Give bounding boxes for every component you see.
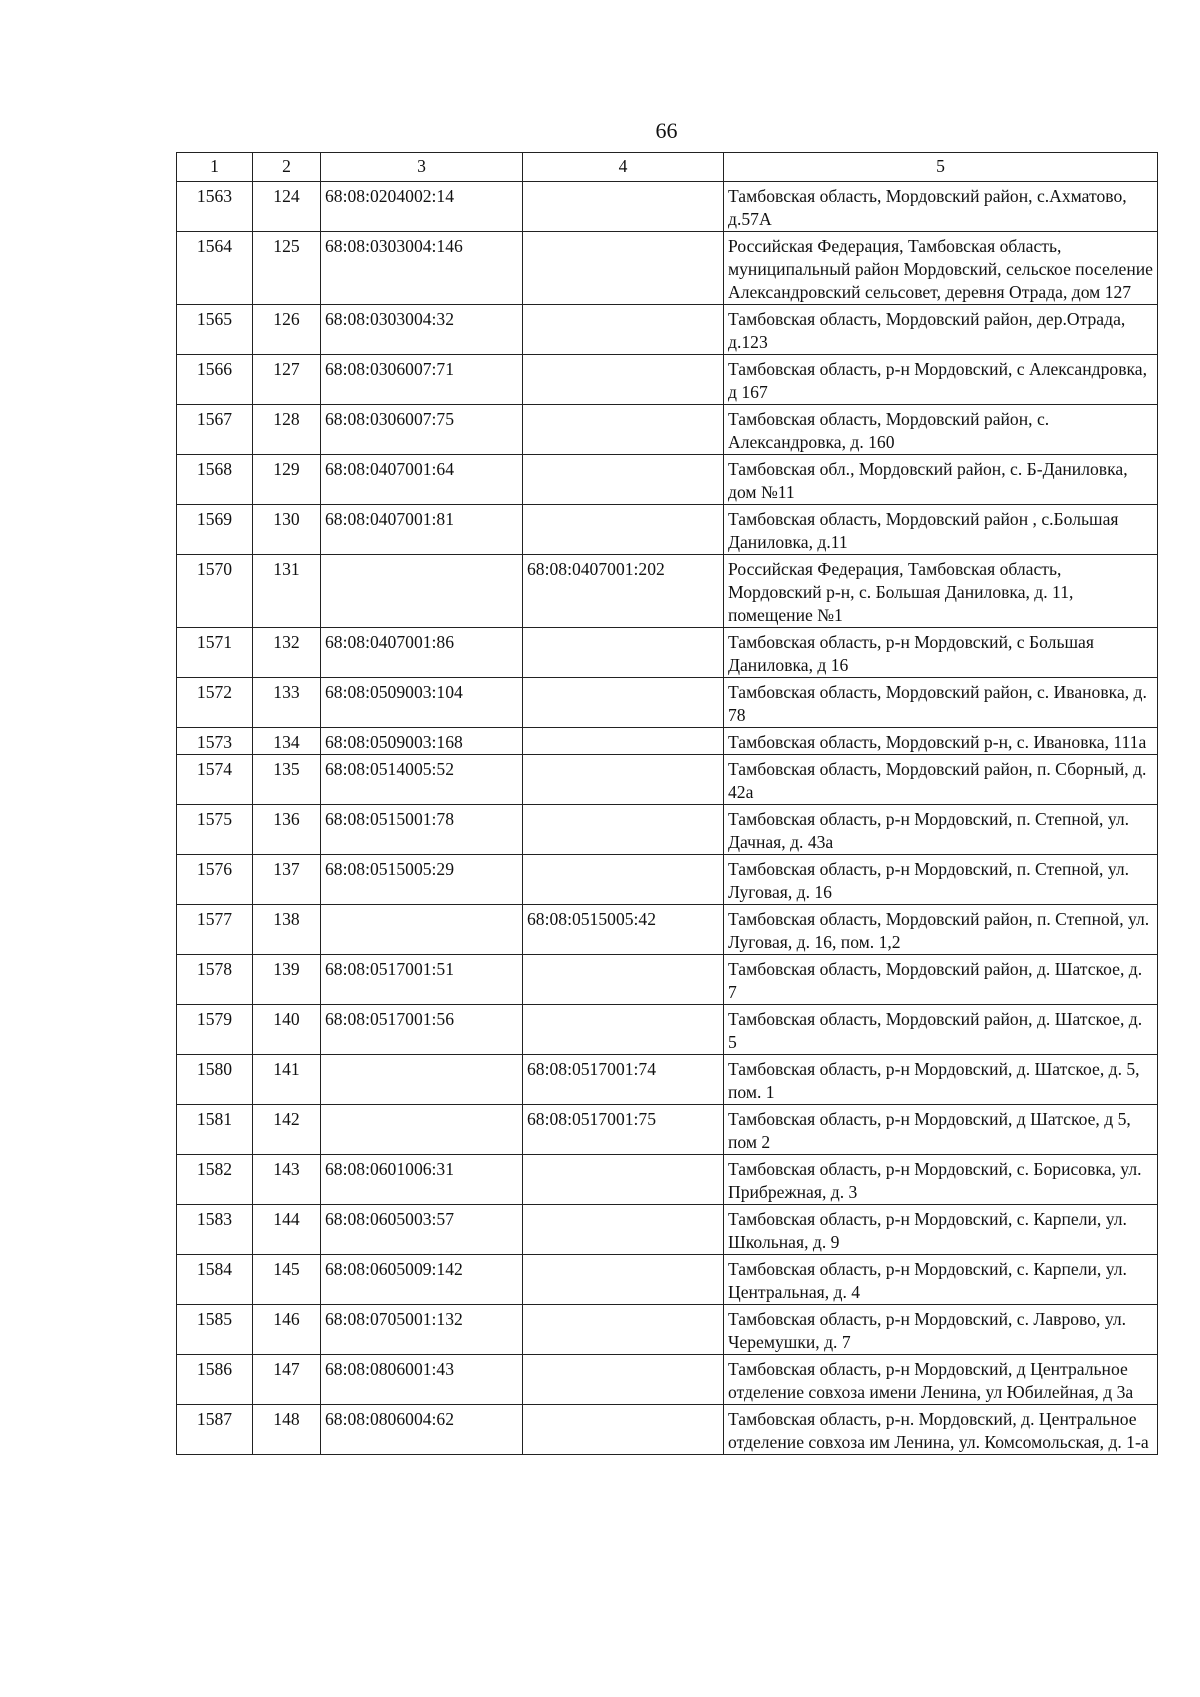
premises-cadastral-number-cell: 68:08:0517001:75 (523, 1105, 724, 1155)
cadastral-number-cell: 68:08:0601006:31 (321, 1155, 523, 1205)
column-header-4: 4 (523, 153, 724, 182)
row-number-cell: 1563 (177, 182, 253, 232)
table-row (177, 355, 1158, 405)
row-number-cell: 1578 (177, 955, 253, 1005)
address-cell: Тамбовская область, р-н Мордовский, с. Борисовка, ул. Прибрежная, д. 3 (724, 1155, 1158, 1205)
row-number-cell: 1568 (177, 455, 253, 505)
premises-cadastral-number-cell (523, 955, 724, 1005)
cadastral-number-cell: 68:08:0515005:29 (321, 855, 523, 905)
cadastral-number-cell: 68:08:0605009:142 (321, 1255, 523, 1305)
address-cell: Тамбовская область, Мордовский район, с. Ивановка, д. 78 (724, 678, 1158, 728)
cadastral-number-cell: 68:08:0806004:62 (321, 1405, 523, 1455)
address-cell: Тамбовская область, р-н Мордовский, д. Шатское, д. 5, пом. 1 (724, 1055, 1158, 1105)
item-number-cell: 127 (253, 355, 321, 405)
address-cell: Российская Федерация, Тамбовская область, муниципальный район Мордовский, сельское поселение Александровский сельсовет, деревня Отрада, дом 127 (724, 232, 1158, 305)
cadastral-number-cell: 68:08:0517001:51 (321, 955, 523, 1005)
cadastral-number-cell: 68:08:0204002:14 (321, 182, 523, 232)
table-row (177, 305, 1158, 355)
cadastral-number-cell (321, 905, 523, 955)
cadastral-number-cell: 68:08:0407001:64 (321, 455, 523, 505)
item-number-cell: 138 (253, 905, 321, 955)
premises-cadastral-number-cell (523, 728, 724, 755)
table-row (177, 455, 1158, 505)
header-row (177, 153, 1158, 182)
premises-cadastral-number-cell (523, 805, 724, 855)
row-number-cell: 1570 (177, 555, 253, 628)
table-row (177, 1205, 1158, 1255)
premises-cadastral-number-cell (523, 755, 724, 805)
table-row (177, 955, 1158, 1005)
premises-cadastral-number-cell (523, 232, 724, 305)
item-number-cell: 146 (253, 1305, 321, 1355)
cadastral-number-cell: 68:08:0306007:75 (321, 405, 523, 455)
cadastral-number-cell: 68:08:0303004:32 (321, 305, 523, 355)
item-number-cell: 144 (253, 1205, 321, 1255)
premises-cadastral-number-cell (523, 1205, 724, 1255)
item-number-cell: 147 (253, 1355, 321, 1405)
cadastral-number-cell: 68:08:0306007:71 (321, 355, 523, 405)
row-number-cell: 1583 (177, 1205, 253, 1255)
table-header (177, 153, 1158, 182)
cadastral-number-cell: 68:08:0303004:146 (321, 232, 523, 305)
address-cell: Тамбовская область, Мордовский район, дер.Отрада, д.123 (724, 305, 1158, 355)
item-number-cell: 133 (253, 678, 321, 728)
row-number-cell: 1567 (177, 405, 253, 455)
table-row (177, 405, 1158, 455)
column-header-1: 1 (177, 153, 253, 182)
table-row (177, 678, 1158, 728)
premises-cadastral-number-cell (523, 628, 724, 678)
premises-cadastral-number-cell (523, 1005, 724, 1055)
item-number-cell: 132 (253, 628, 321, 678)
address-cell: Тамбовская область, р-н Мордовский, п. Степной, ул. Дачная, д. 43а (724, 805, 1158, 855)
address-cell: Тамбовская область, р-н Мордовский, с. Карпели, ул. Центральная, д. 4 (724, 1255, 1158, 1305)
address-cell: Тамбовская область, р-н Мордовский, п. Степной, ул. Луговая, д. 16 (724, 855, 1158, 905)
row-number-cell: 1576 (177, 855, 253, 905)
premises-cadastral-number-cell (523, 405, 724, 455)
row-number-cell: 1584 (177, 1255, 253, 1305)
cadastral-number-cell: 68:08:0509003:104 (321, 678, 523, 728)
cadastral-number-cell (321, 555, 523, 628)
cadastral-number-cell: 68:08:0515001:78 (321, 805, 523, 855)
premises-cadastral-number-cell (523, 1405, 724, 1455)
table-row (177, 1105, 1158, 1155)
item-number-cell: 140 (253, 1005, 321, 1055)
address-cell: Тамбовская область, Мордовский район, п. Сборный, д. 42а (724, 755, 1158, 805)
premises-cadastral-number-cell (523, 855, 724, 905)
address-cell: Тамбовская область, Мордовский район, д. Шатское, д. 7 (724, 955, 1158, 1005)
address-cell: Тамбовская область, Мордовский район, с.Ахматово, д.57А (724, 182, 1158, 232)
row-number-cell: 1575 (177, 805, 253, 855)
item-number-cell: 136 (253, 805, 321, 855)
cadastral-number-cell: 68:08:0806001:43 (321, 1355, 523, 1405)
address-cell: Тамбовская область, р-н Мордовский, с. Лаврово, ул. Черемушки, д. 7 (724, 1305, 1158, 1355)
address-cell: Тамбовская область, р-н Мордовский, с. Карпели, ул. Школьная, д. 9 (724, 1205, 1158, 1255)
item-number-cell: 128 (253, 405, 321, 455)
item-number-cell: 142 (253, 1105, 321, 1155)
table-row (177, 555, 1158, 628)
row-number-cell: 1571 (177, 628, 253, 678)
premises-cadastral-number-cell (523, 305, 724, 355)
row-number-cell: 1581 (177, 1105, 253, 1155)
item-number-cell: 134 (253, 728, 321, 755)
address-cell: Тамбовская область, Мордовский район, с. Александровка, д. 160 (724, 405, 1158, 455)
item-number-cell: 129 (253, 455, 321, 505)
row-number-cell: 1572 (177, 678, 253, 728)
table-row (177, 755, 1158, 805)
premises-cadastral-number-cell (523, 455, 724, 505)
premises-cadastral-number-cell (523, 1355, 724, 1405)
item-number-cell: 131 (253, 555, 321, 628)
column-header-5: 5 (724, 153, 1158, 182)
address-cell: Тамбовская область, Мордовский район , с.Большая Даниловка, д.11 (724, 505, 1158, 555)
cadastral-number-cell (321, 1055, 523, 1105)
table-row (177, 1155, 1158, 1205)
table-row (177, 1005, 1158, 1055)
cadastral-number-cell (321, 1105, 523, 1155)
table-row (177, 1405, 1158, 1455)
premises-cadastral-number-cell: 68:08:0515005:42 (523, 905, 724, 955)
item-number-cell: 124 (253, 182, 321, 232)
row-number-cell: 1586 (177, 1355, 253, 1405)
cadastral-number-cell: 68:08:0509003:168 (321, 728, 523, 755)
address-cell: Тамбовская область, р-н Мордовский, с Александровка, д 167 (724, 355, 1158, 405)
row-number-cell: 1566 (177, 355, 253, 405)
address-cell: Тамбовская область, Мордовский район, п. Степной, ул. Луговая, д. 16, пом. 1,2 (724, 905, 1158, 955)
row-number-cell: 1585 (177, 1305, 253, 1355)
column-header-2: 2 (253, 153, 321, 182)
row-number-cell: 1577 (177, 905, 253, 955)
table-row (177, 182, 1158, 232)
premises-cadastral-number-cell (523, 505, 724, 555)
table-row (177, 1305, 1158, 1355)
item-number-cell: 148 (253, 1405, 321, 1455)
cadastral-number-cell: 68:08:0517001:56 (321, 1005, 523, 1055)
row-number-cell: 1580 (177, 1055, 253, 1105)
item-number-cell: 137 (253, 855, 321, 905)
premises-cadastral-number-cell (523, 355, 724, 405)
row-number-cell: 1565 (177, 305, 253, 355)
table-row (177, 232, 1158, 305)
premises-cadastral-number-cell (523, 678, 724, 728)
table-row (177, 805, 1158, 855)
table-body (177, 182, 1158, 1455)
cadastral-number-cell: 68:08:0605003:57 (321, 1205, 523, 1255)
registry-table (176, 152, 1158, 1455)
row-number-cell: 1569 (177, 505, 253, 555)
item-number-cell: 143 (253, 1155, 321, 1205)
row-number-cell: 1564 (177, 232, 253, 305)
row-number-cell: 1582 (177, 1155, 253, 1205)
row-number-cell: 1587 (177, 1405, 253, 1455)
address-cell: Российская Федерация, Тамбовская область, Мордовский р-н, с. Большая Даниловка, д. 11, помещение №1 (724, 555, 1158, 628)
table-row (177, 1355, 1158, 1405)
address-cell: Тамбовская область, Мордовский р-н, с. Ивановка, 111а (724, 728, 1158, 755)
address-cell: Тамбовская область, р-н. Мордовский, д. Центральное отделение совхоза им Ленина, ул. Комсомольская, д. 1-а (724, 1405, 1158, 1455)
cadastral-number-cell: 68:08:0407001:86 (321, 628, 523, 678)
premises-cadastral-number-cell (523, 1255, 724, 1305)
address-cell: Тамбовская область, р-н Мордовский, д Шатское, д 5, пом 2 (724, 1105, 1158, 1155)
address-cell: Тамбовская область, р-н Мордовский, д Центральное отделение совхоза имени Ленина, ул Юбилейная, д 3а (724, 1355, 1158, 1405)
column-header-3: 3 (321, 153, 523, 182)
item-number-cell: 126 (253, 305, 321, 355)
table-row (177, 505, 1158, 555)
item-number-cell: 125 (253, 232, 321, 305)
row-number-cell: 1574 (177, 755, 253, 805)
item-number-cell: 135 (253, 755, 321, 805)
page-number: 66 (655, 118, 678, 143)
item-number-cell: 141 (253, 1055, 321, 1105)
table-row (177, 855, 1158, 905)
table-row (177, 628, 1158, 678)
table-row (177, 728, 1158, 755)
cadastral-number-cell: 68:08:0407001:81 (321, 505, 523, 555)
row-number-cell: 1579 (177, 1005, 253, 1055)
item-number-cell: 139 (253, 955, 321, 1005)
premises-cadastral-number-cell: 68:08:0517001:74 (523, 1055, 724, 1105)
premises-cadastral-number-cell (523, 1305, 724, 1355)
premises-cadastral-number-cell (523, 1155, 724, 1205)
premises-cadastral-number-cell: 68:08:0407001:202 (523, 555, 724, 628)
cadastral-number-cell: 68:08:0514005:52 (321, 755, 523, 805)
cadastral-number-cell: 68:08:0705001:132 (321, 1305, 523, 1355)
table-row (177, 905, 1158, 955)
item-number-cell: 130 (253, 505, 321, 555)
premises-cadastral-number-cell (523, 182, 724, 232)
table-row (177, 1055, 1158, 1105)
row-number-cell: 1573 (177, 728, 253, 755)
item-number-cell: 145 (253, 1255, 321, 1305)
address-cell: Тамбовская область, Мордовский район, д. Шатское, д. 5 (724, 1005, 1158, 1055)
address-cell: Тамбовская обл., Мордовский район, с. Б-Даниловка, дом №11 (724, 455, 1158, 505)
address-cell: Тамбовская область, р-н Мордовский, с Большая Даниловка, д 16 (724, 628, 1158, 678)
table-row (177, 1255, 1158, 1305)
